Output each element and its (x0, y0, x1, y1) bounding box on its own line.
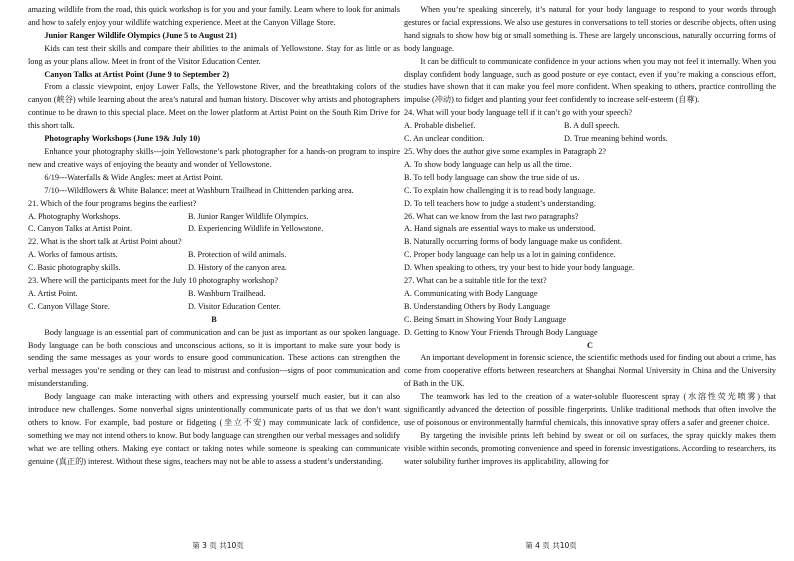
event-heading-photography: Photography Workshops (June 19& July 10) (44, 134, 201, 144)
option-a: A. Hand signals are essential ways to make us understood. (404, 224, 596, 234)
option-b: B. To tell body language can show the true side of us. (404, 172, 580, 182)
event-body-photography: Enhance your photography skills---join Yellowstone’s park photographer for a hands-on program to inspire new and creative ways of enjoying the beauty and wonder of Yellowstone. (28, 146, 400, 169)
passage-c-paragraph-1: An important development in forensic science, the scientific methods used for finding out about a crime, has come from cooperative efforts between researchers at Shanghai Normal University in China and the University of Bath in the UK. (404, 353, 776, 389)
question-25: 25. Why does the author give some examples in Paragraph 2? (404, 146, 606, 156)
option-c: C. Canyon Talks at Artist Point. (28, 224, 133, 234)
right-page-column (404, 4, 776, 469)
event-heading-canyon-talks: Canyon Talks at Artist Point (June 9 to September 2) (44, 69, 230, 79)
passage-b-paragraph-4: It can be difficult to communicate confidence in your actions when you may not feel it internally. When you display confident body language, such as good posture or eye contact, even if you’re making a conscious effort, studies have shown that it can make you feel more confident. When speaking to others, practice controlling the impulse (冲动) to fidget and planting your feet confidently to increase self-esteem (自尊). (404, 56, 776, 105)
option-b: B. Naturally occurring forms of body language make us confident. (404, 237, 623, 247)
option-d: D. History of the canyon area. (188, 263, 287, 273)
question-23-options (28, 288, 400, 314)
page-footer-left: 第 3 页 共10页 (192, 541, 244, 550)
event-heading-junior-ranger: Junior Ranger Wildlife Olympics (June 5 to August 21) (44, 30, 237, 40)
event-schedule-line: 6/19---Waterfalls & Wide Angles: meet at Artist Point. (44, 172, 223, 182)
option-b: B. Junior Ranger Wildlife Olympics. (188, 211, 309, 221)
option-c: C. Proper body language can help us a lot in gaining confidence. (404, 250, 616, 260)
option-a: A. Artist Point. (28, 288, 78, 298)
option-d: D. Getting to Know Your Friends Through Body Language (404, 327, 598, 337)
question-21-options (28, 211, 400, 237)
option-a: A. Works of famous artists. (28, 250, 118, 260)
option-c: C. To explain how challenging it is to read body language. (404, 185, 596, 195)
page-footer-right: 第 4 页 共10页 (525, 541, 577, 550)
option-a: A. Communicating with Body Language (404, 288, 538, 298)
option-b: B. Protection of wild animals. (188, 250, 287, 260)
intro-paragraph: amazing wildlife from the road, this quick workshop is for you and your family. Learn where to look for animals and how to safely enjoy your wildlife watching experience. Meet at the Canyon Village Store. (28, 5, 400, 27)
option-a: A. To show body language can help us all the time. (404, 159, 572, 169)
question-26-options (404, 223, 776, 275)
question-23: 23. Where will the participants meet for the July 10 photography workshop? (28, 276, 278, 286)
event-body-junior-ranger: Kids can test their skills and compare their abilities to the animals of Yellowstone. Stay for as little or as long as your plans allow. Meet in front of the Visitor Education Center. (28, 43, 400, 66)
question-27-options (404, 288, 776, 340)
question-27: 27. What can be a suitable title for the text? (404, 276, 547, 286)
question-26: 26. What can we know from the last two paragraphs? (404, 211, 579, 221)
option-b: B. Understanding Others by Body Language (404, 301, 550, 311)
option-c: C. Being Smart in Showing Your Body Language (404, 314, 567, 324)
question-21: 21. Which of the four programs begins the earliest? (28, 198, 197, 208)
option-c: C. An unclear condition. (404, 134, 485, 144)
option-c: C. Basic photography skills. (28, 263, 121, 273)
option-c: C. Canyon Village Store. (28, 301, 110, 311)
option-a: A. Photography Workshops. (28, 211, 121, 221)
event-schedule-line: 7/10---Wildflowers & White Balance: meet at Washburn Trailhead in Chittenden parking area. (44, 185, 354, 195)
option-b: B. A dull speech. (564, 121, 620, 131)
passage-b-paragraph-2: Body language can make interacting with others and expressing yourself much easier, but it can also introduce new challenges. Some nonverbal signs unintentionally communicate parts of us that we don’t want others to know. For example, bad posture or fidgeting (坐立不安) may communicate lack of confidence, something we may not intend others to know. But body language can strengthen our verbal messages and solidify what we are telling others. Making eye contact or taking notes while someone is speaking can communicate genuine (真正的) interest. Without these signs, teachers may not be able to assess a student’s understanding. (28, 392, 400, 466)
passage-c-paragraph-2: The teamwork has led to the creation of a water-soluble fluorescent spray (水溶性荧光喷雾) that significantly advanced the detection of possible fingerprints. Unlike traditional methods that often involve the use of poisonous or environmentally harmful chemicals, this innovative spray offers a safer and greener choice. (404, 392, 776, 427)
question-22-options (28, 249, 400, 275)
option-d: D. To tell teachers how to judge a student’s understanding. (404, 198, 596, 208)
section-heading-c: C (587, 340, 593, 350)
passage-b-paragraph-1: Body language is an essential part of communication and can be just as important as our spoken language. Body language can be both conscious and unconscious actions, so it is important to make sure your body is sending the same messages as your words to ensure good communication. These actions can strengthen the verbal messages you’re sending or they can lead to mistrust and confusion---signs of poor communication and misunderstanding. (28, 327, 400, 389)
option-d: D. When speaking to others, try your best to hide your body language. (404, 263, 635, 273)
question-24: 24. What will your body language tell if it can’t go with your speech? (404, 108, 632, 118)
passage-b-paragraph-3: When you’re speaking sincerely, it’s natural for your body language to respond to your words through gestures or facial expressions. We also use gestures in conversations to tell stories or describe objects, often using hand signals to show how big or small something is. These are largely unconscious, naturally occurring forms of body language. (404, 5, 776, 53)
question-24-options (404, 120, 776, 146)
option-d: D. Experiencing Wildlife in Yellowstone. (188, 224, 324, 234)
section-heading-b: B (211, 314, 217, 324)
option-d: D. Visitor Education Center. (188, 301, 281, 311)
question-25-options (404, 159, 776, 211)
event-body-canyon-talks: From a classic viewpoint, enjoy Lower Falls, the Yellowstone River, and the breathtaking colors of the canyon (峡谷) while learning about the area’s natural and human history. Discover why artists and photographers continue to be drawn to this special place. Meet on the lower platform at Artist Point on the South Rim Drive for this short talk. (28, 82, 400, 131)
question-22: 22. What is the short talk at Artist Point about? (28, 237, 182, 247)
option-a: A. Probable disbelief. (404, 121, 476, 131)
option-b: B. Washburn Trailhead. (188, 288, 266, 298)
left-page-column (28, 4, 400, 469)
passage-c-paragraph-3: By targeting the invisible prints left behind by sweat or oil on surfaces, the spray quickly makes them visible within seconds, promoting convenience and speed in forensic investigations. According to researchers, its water solubility further improves its applicability, allowing for (404, 430, 776, 466)
option-d: D. True meaning behind words. (564, 134, 668, 144)
